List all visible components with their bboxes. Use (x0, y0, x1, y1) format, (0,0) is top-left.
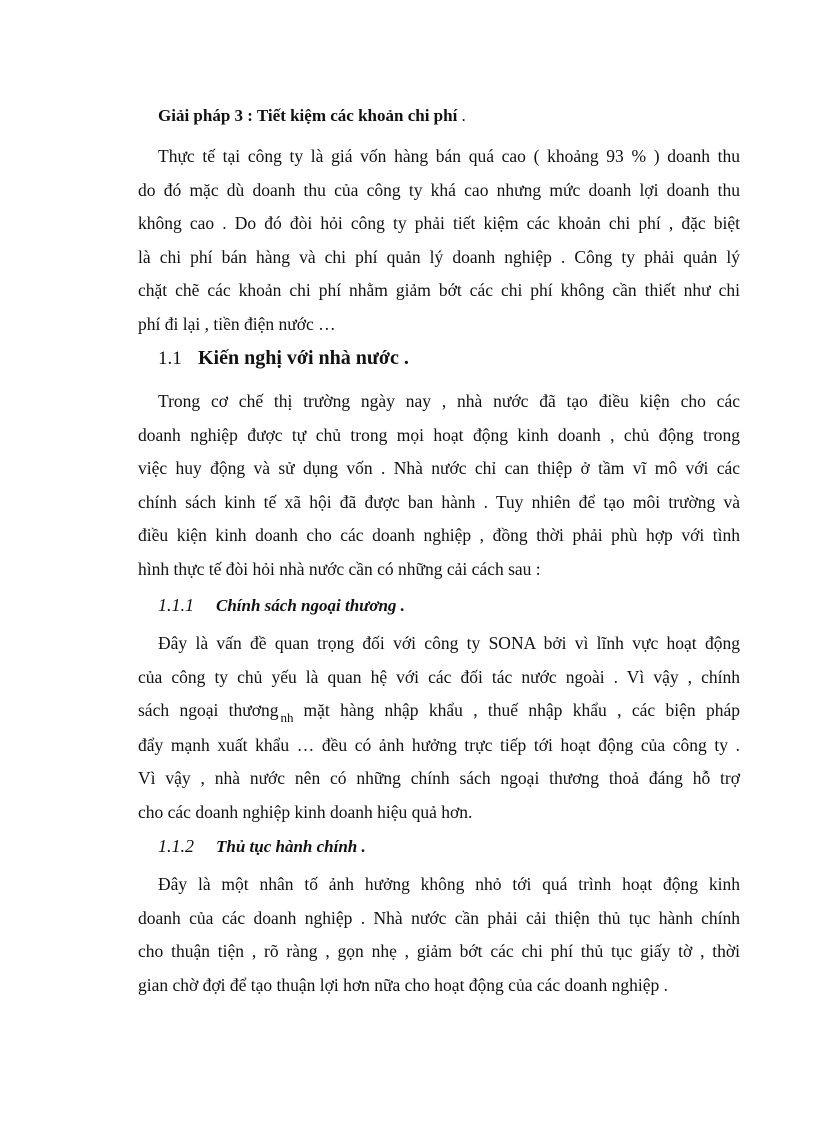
paragraph-line: điều kiện kinh doanh cho các doanh nghiệp , đồng thời phải phù hợp với tình (138, 525, 740, 545)
subsection-number: 1.1.1 (158, 595, 194, 615)
paragraph-line: gian chờ đợi để tạo thuận lợi hơn nữa cho hoạt động của các doanh nghiệp . (138, 974, 669, 995)
line-rest: mặt hàng nhập khẩu , thuế nhập khẩu , các biện pháp (303, 700, 741, 720)
paragraph-line: Vì vậy , nhà nước nên có những chính sách ngoại thương thoả đáng hỗ trợ (138, 768, 740, 788)
subsection-title: Thủ tục hành chính . (216, 837, 366, 856)
paragraph-line: doanh nghiệp được tự chủ trong mọi hoạt động kinh doanh , chủ động trong (138, 424, 740, 445)
paragraph-line: Trong cơ chế thị trường ngày nay , nhà nước đã tạo điều kiện cho các (158, 391, 740, 411)
line-prefix: sách ngoại thương (138, 700, 279, 720)
subsection-title: Chính sách ngoại thương . (216, 596, 405, 615)
paragraph-line: hình thực tế đòi hỏi nhà nước cần có những cải cách sau : (138, 558, 541, 579)
paragraph-line: không cao . Do đó đòi hỏi công ty phải tiết kiệm các khoản chi phí , đặc biệt (138, 213, 740, 233)
paragraph-line: chặt chẽ các khoản chi phí nhằm giảm bớt các chi phí không cần thiết như chi (138, 280, 740, 300)
subsection-heading-admin-procedures (158, 833, 366, 860)
paragraph-line: cho các doanh nghiệp kinh doanh hiệu quả hơn. (138, 801, 473, 822)
paragraph-line: là chi phí bán hàng và chi phí quản lý doanh nghiệp . Công ty phải quản lý (138, 246, 740, 267)
paragraph-cost-saving (138, 140, 740, 341)
paragraph-line: doanh của các doanh nghiệp . Nhà nước cần phải cải thiện thủ tục hành chính (138, 907, 740, 928)
paragraph-state-recommendations (138, 385, 740, 586)
paragraph-line: việc huy động và sử dụng vốn . Nhà nước chỉ can thiệp ở tầm vĩ mô với các (138, 458, 740, 478)
paragraph-admin-procedures (138, 868, 740, 1002)
subsection-number: 1.1.2 (158, 836, 194, 856)
paragraph-line: phí đi lại , tiền điện nước … (138, 313, 336, 334)
paragraph-line: đẩy mạnh xuất khẩu … đều có ảnh hưởng trực tiếp tới hoạt động của công ty . (138, 734, 740, 755)
paragraph-line (138, 694, 740, 729)
solution-title-dot: . (457, 106, 466, 125)
paragraph-line: Đây là một nhân tố ảnh hưởng không nhỏ tới quá trình hoạt động kinh (158, 874, 740, 894)
section-heading (158, 344, 409, 373)
paragraph-line: Đây là vấn đề quan trọng đối với công ty SONA bởi vì lĩnh vực hoạt động (158, 633, 740, 653)
section-number: 1.1 (158, 348, 182, 369)
section-title: Kiến nghị với nhà nước . (198, 347, 409, 369)
paragraph-line: của công ty chủ yếu là quan hệ với các đối tác nước ngoài . Vì vậy , chính (138, 666, 740, 687)
solution-title: Giải pháp 3 : Tiết kiệm các khoản chi phí (158, 106, 458, 125)
subsection-heading-trade-policy (158, 592, 405, 619)
paragraph-line: Thực tế tại công ty là giá vốn hàng bán quá cao ( khoảng 93 % ) doanh thu (158, 146, 740, 166)
solution-heading (158, 104, 466, 128)
paragraph-line: chính sách kinh tế xã hội đã được ban hành . Tuy nhiên để tạo môi trường và (138, 491, 740, 512)
paragraph-line: do đó mặc dù doanh thu của công ty khá cao nhưng mức doanh lợi doanh thu (138, 179, 740, 200)
paragraph-trade-policy (138, 627, 740, 829)
stray-subscript: nh (280, 710, 294, 725)
paragraph-line: cho thuận tiện , rõ ràng , gọn nhẹ , giảm bớt các chi phí thủ tục giấy tờ , thời (138, 941, 740, 961)
